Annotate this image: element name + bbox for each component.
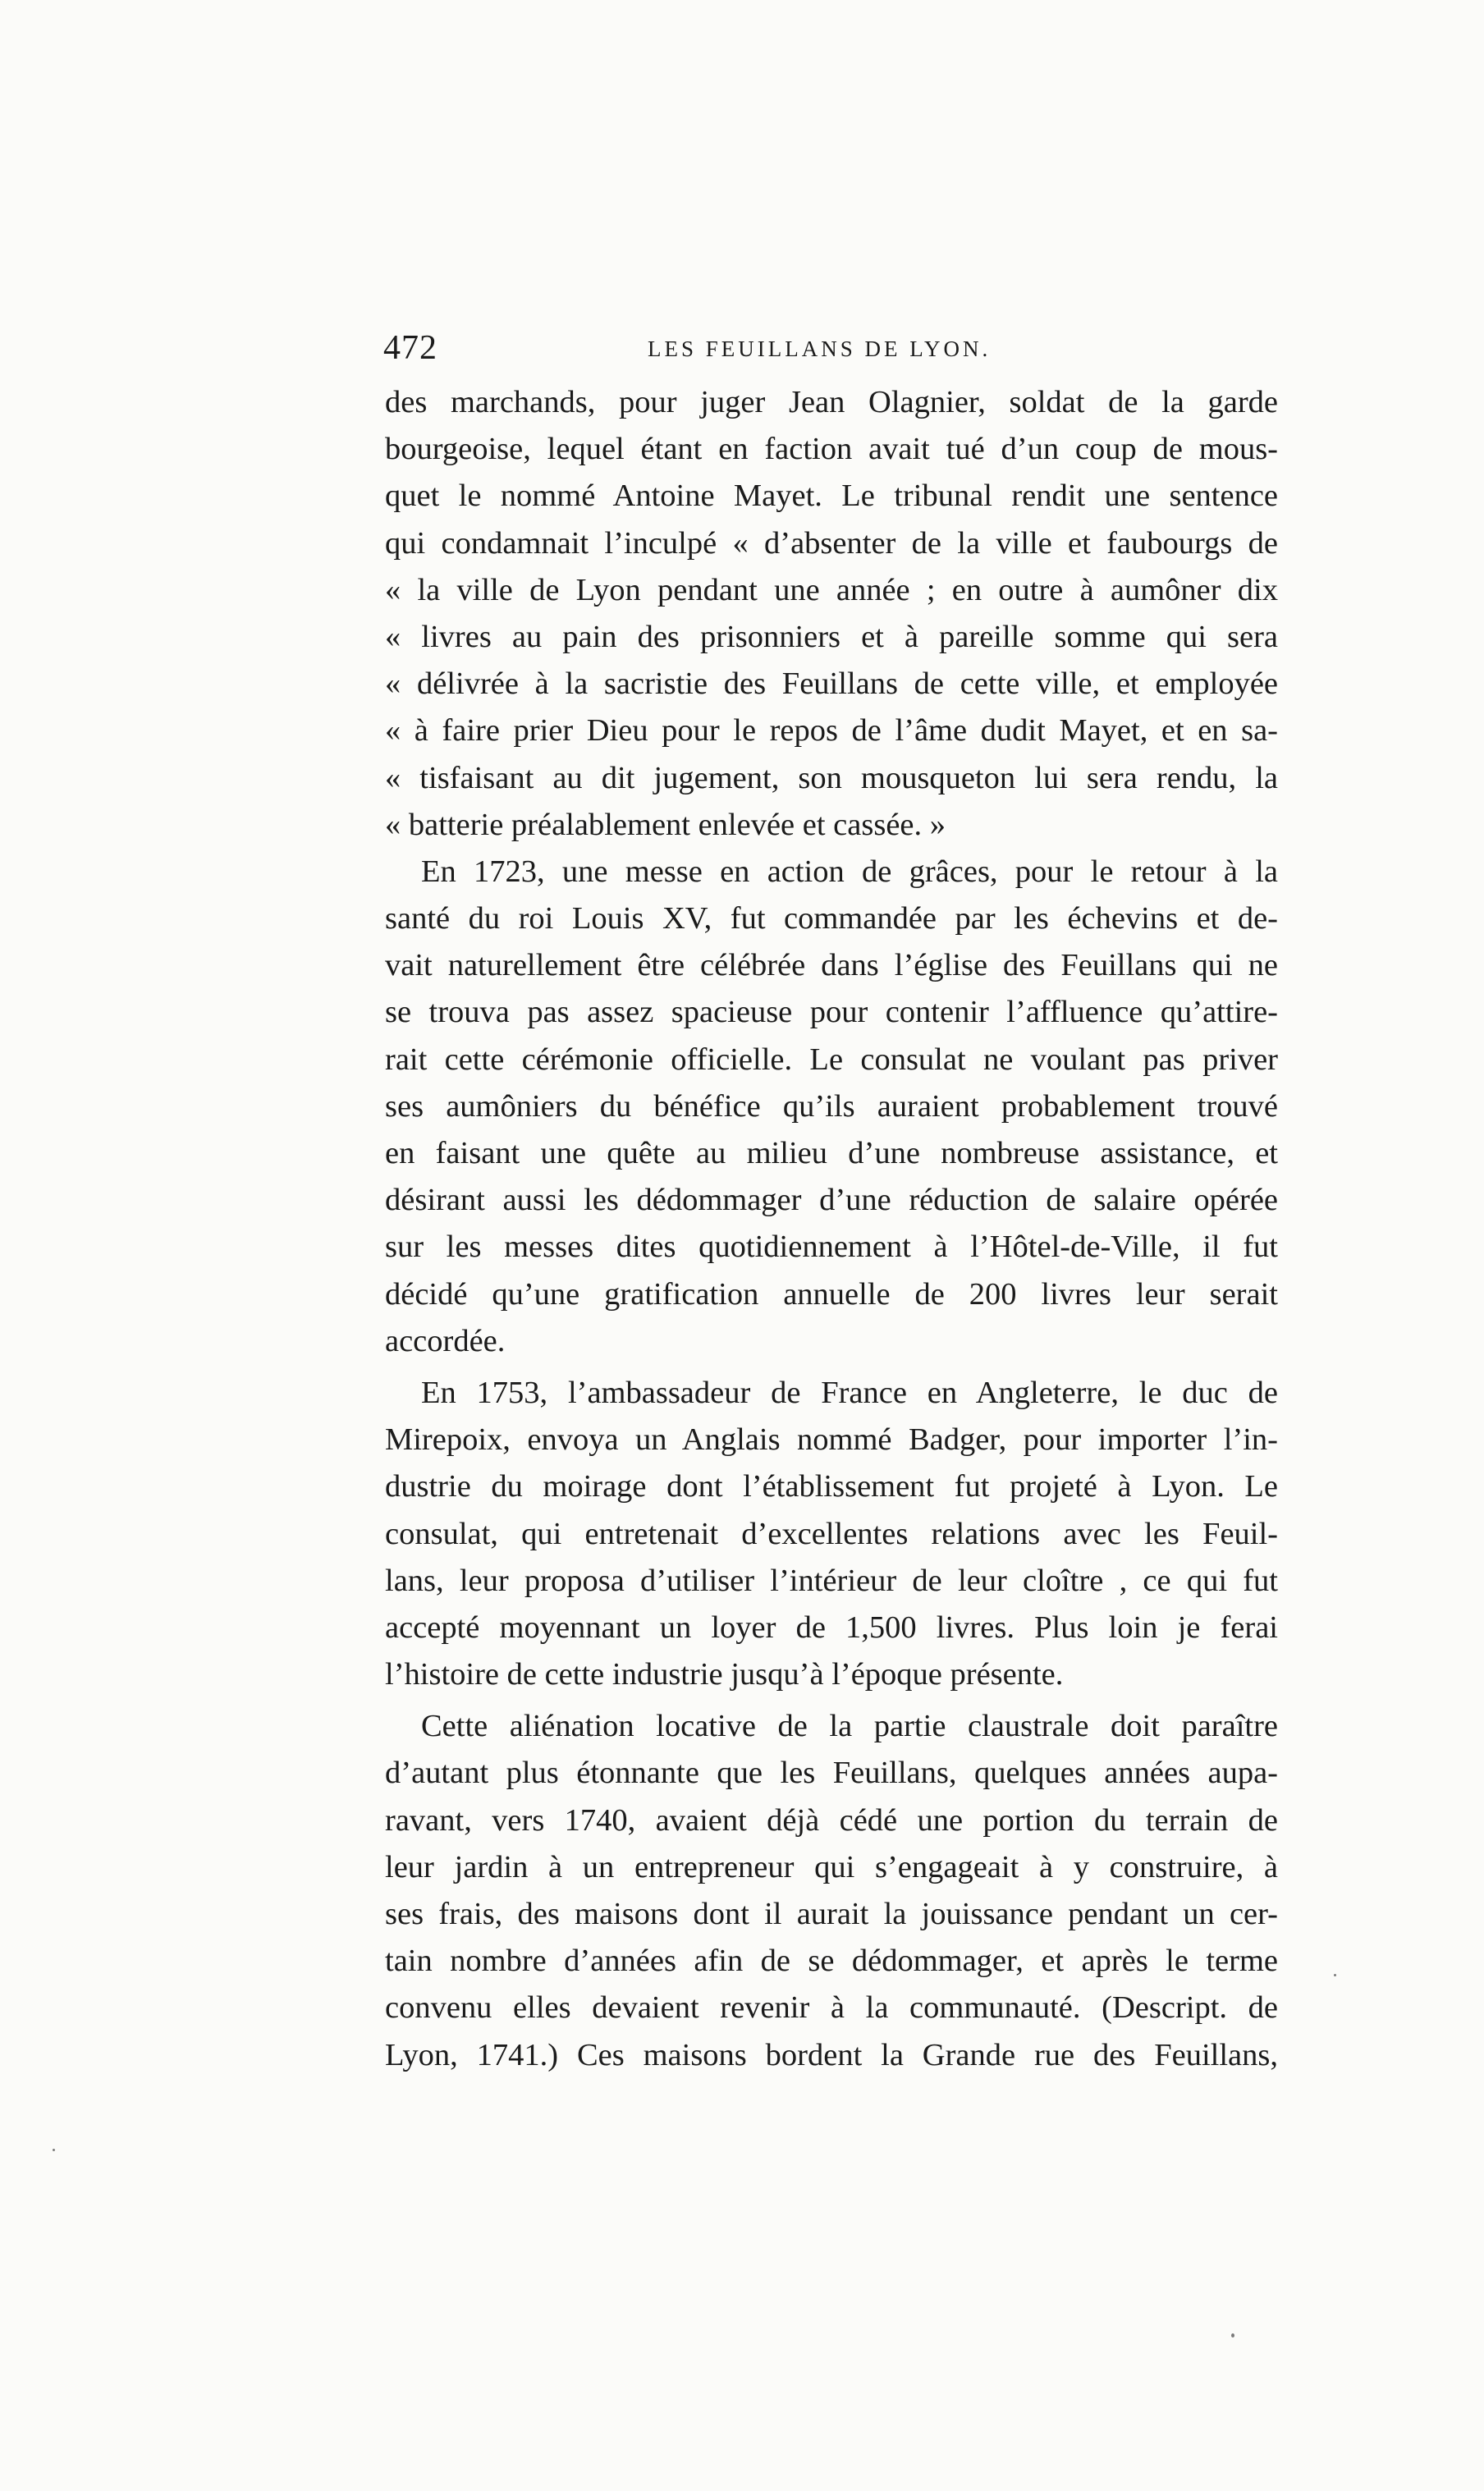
text-line: accordée.	[385, 1323, 506, 1358]
text-line: leur jardin à un entrepreneur qui s’engageait à y construire, à	[385, 1849, 1278, 1884]
text-line: vait naturellement être célébrée dans l’église des Feuillans qui ne	[385, 948, 1278, 983]
text-line: ses frais, des maisons dont il aurait la jouissance pendant un cer-	[385, 1897, 1278, 1931]
text-line: bourgeoise, lequel étant en faction avait tué d’un coup de mous-	[385, 432, 1278, 467]
text-line: ses aumôniers du bénéfice qu’ils auraient probablement trouvé	[385, 1088, 1278, 1124]
text-line: « tisfaisant au dit jugement, son mousqueton lui sera rendu, la	[385, 760, 1278, 795]
paragraph-2	[385, 849, 1278, 1365]
text-line: convenu elles devaient revenir à la communauté. (Descript. de	[385, 1990, 1278, 2026]
body-text	[385, 379, 1278, 2079]
text-line: désirant aussi les dédommager d’une réduction de salaire opérée	[385, 1183, 1278, 1218]
text-line: en faisant une quête au milieu d’une nombreuse assistance, et	[385, 1136, 1278, 1170]
text-line: des marchands, pour juger Jean Olagnier, soldat de la garde	[385, 385, 1278, 419]
text-line: En 1723, une messe en action de grâces, pour le retour à la	[421, 854, 1278, 889]
paper-speck	[1334, 1974, 1336, 1976]
text-line: « la ville de Lyon pendant une année ; en outre à aumôner dix	[385, 572, 1278, 607]
text-line: Mirepoix, envoya un Anglais nommé Badger, pour importer l’in-	[385, 1422, 1278, 1458]
text-line: En 1753, l’ambassadeur de France en Angleterre, le duc de	[421, 1375, 1278, 1410]
text-line: se trouva pas assez spacieuse pour contenir l’affluence qu’attire-	[385, 995, 1278, 1030]
running-title: LES FEUILLANS DE LYON.	[648, 337, 992, 361]
text-line: décidé qu’une gratification annuelle de 200 livres leur serait	[385, 1276, 1278, 1312]
paragraph-3	[385, 1370, 1278, 1698]
paper-speck	[1231, 2333, 1234, 2338]
page-number: 472	[383, 329, 437, 367]
text-line: tain nombre d’années afin de se dédommager, et après le terme	[385, 1944, 1278, 1979]
text-line: accepté moyennant un loyer de 1,500 livres. Plus loin je ferai	[385, 1610, 1278, 1645]
text-line: Cette aliénation locative de la partie claustrale doit paraître	[421, 1709, 1278, 1744]
text-line: « délivrée à la sacristie des Feuillans de cette ville, et employée	[385, 666, 1278, 702]
text-line: lans, leur proposa d’utiliser l’intérieur de leur cloître , ce qui fut	[385, 1563, 1278, 1598]
paragraph-1	[385, 379, 1278, 849]
text-line: quet le nommé Antoine Mayet. Le tribunal rendit une sentence	[385, 479, 1278, 514]
text-line: « livres au pain des prisonniers et à pareille somme qui sera	[385, 619, 1278, 654]
text-line: sur les messes dites quotidiennement à l’Hôtel-de-Ville, il fut	[385, 1229, 1278, 1265]
paragraph-4	[385, 1703, 1278, 2079]
page-header	[383, 328, 1278, 378]
text-line: « batterie préalablement enlevée et cassée. »	[385, 807, 946, 842]
text-line: l’histoire de cette industrie jusqu’à l’époque présente.	[385, 1657, 1064, 1692]
paper-speck	[53, 2149, 55, 2151]
text-line: qui condamnait l’inculpé « d’absenter de la ville et faubourgs de	[385, 525, 1278, 561]
text-line: d’autant plus étonnante que les Feuillans, quelques années aupa-	[385, 1756, 1278, 1791]
text-line: consulat, qui entretenait d’excellentes relations avec les Feuil-	[385, 1516, 1278, 1551]
text-line: « à faire prier Dieu pour le repos de l’âme dudit Mayet, et en sa-	[385, 713, 1278, 749]
text-line: dustrie du moirage dont l’établissement fut projeté à Lyon. Le	[385, 1469, 1278, 1504]
text-line: rait cette cérémonie officielle. Le consulat ne voulant pas priver	[385, 1042, 1278, 1077]
text-line: ravant, vers 1740, avaient déjà cédé une portion du terrain de	[385, 1802, 1278, 1838]
text-line: Lyon, 1741.) Ces maisons bordent la Grande rue des Feuillans,	[385, 2037, 1278, 2072]
text-line: santé du roi Louis XV, fut commandée par les échevins et de-	[385, 901, 1278, 936]
